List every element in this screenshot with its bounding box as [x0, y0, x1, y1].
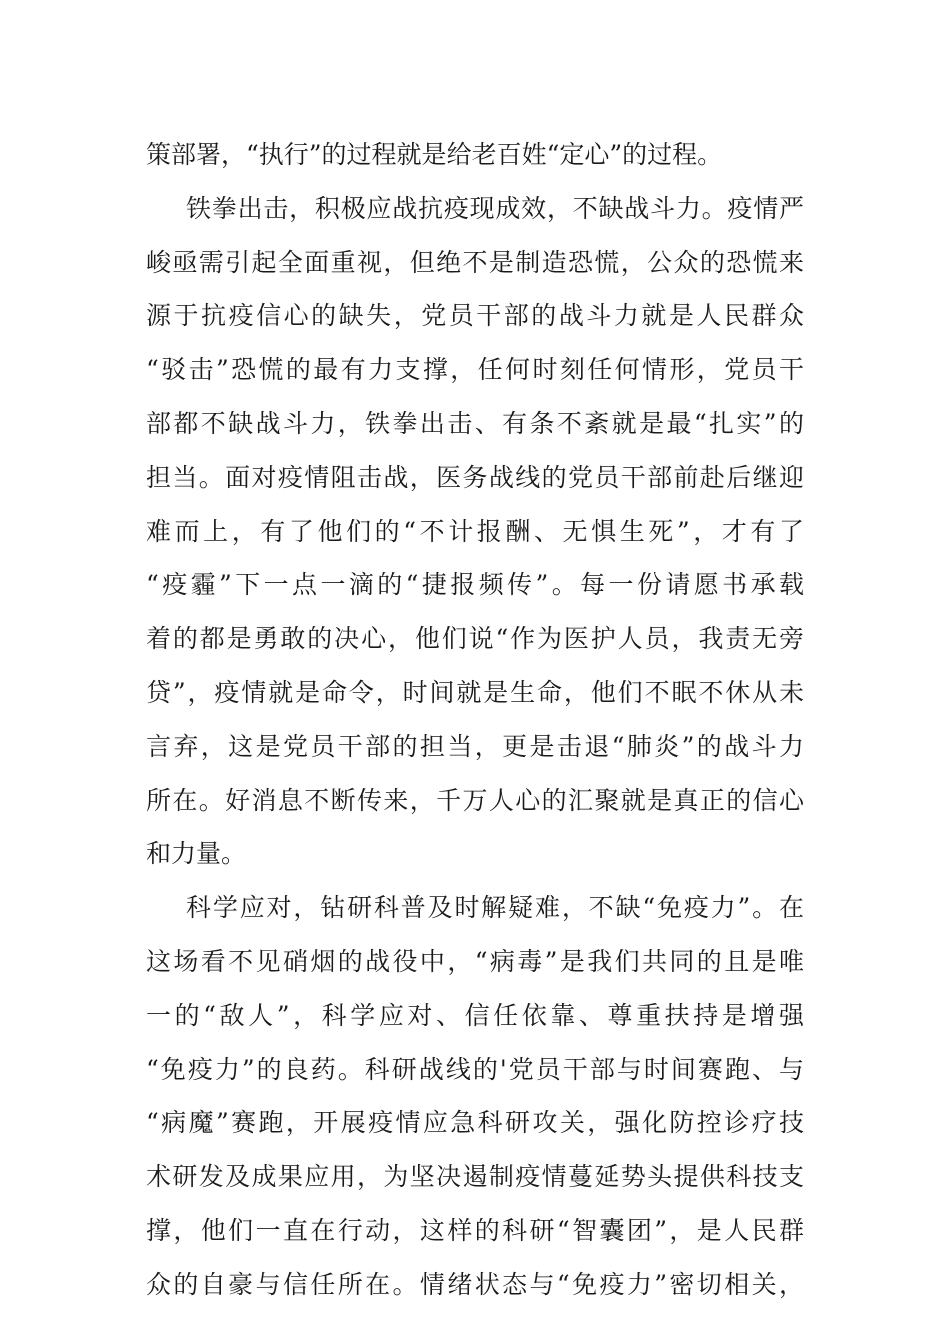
text-line: 撑，他们一直在行动，这样的科研“智囊团”，是人民群 — [146, 1215, 804, 1245]
text-line: 言弃，这是党员干部的担当，更是击退“肺炎”的战斗力 — [146, 731, 804, 761]
body-text — [146, 128, 804, 1312]
text-line: 难而上，有了他们的“不计报酬、无惧生死”，才有了 — [146, 516, 804, 546]
text-line: “疫霾”下一点一滴的“捷报频传”。每一份请愿书承载 — [146, 570, 804, 600]
text-line: 术研发及成果应用，为坚决遏制疫情蔓延势头提供科技支 — [146, 1162, 804, 1192]
text-line: 源于抗疫信心的缺失，党员干部的战斗力就是人民群众 — [146, 301, 804, 331]
text-line: 所在。好消息不断传来，千万人心的汇聚就是真正的信心 — [146, 785, 804, 815]
paragraph-last-line: 和力量。 — [146, 839, 247, 869]
text-line: 部都不缺战斗力，铁拳出击、有条不紊就是最“扎实”的 — [146, 408, 804, 438]
text-line: “病魔”赛跑，开展疫情应急科研攻关，强化防控诊疗技 — [146, 1108, 804, 1138]
text-line: “免疫力”的良药。科研战线的'党员干部与时间赛跑、与 — [146, 1054, 804, 1084]
paragraph-first-line: 铁拳出击，积极应战抗疫现成效，不缺战斗力。疫情严 — [186, 193, 804, 223]
paragraph-first-line: 科学应对，钻研科普及时解疑难，不缺“免疫力”。在 — [186, 893, 804, 923]
text-line: 一的“敌人”，科学应对、信任依靠、尊重扶持是增强 — [146, 1000, 804, 1030]
text-line: “驳击”恐慌的最有力支撑，任何时刻任何情形，党员干 — [146, 355, 804, 385]
text-line: 众的自豪与信任所在。情绪状态与“免疫力”密切相关， — [146, 1269, 804, 1299]
text-line: 贷”，疫情就是命令，时间就是生命，他们不眠不休从未 — [146, 677, 804, 707]
text-line: 担当。面对疫情阻击战，医务战线的党员干部前赴后继迎 — [146, 462, 804, 492]
text-line: 峻亟需引起全面重视，但绝不是制造恐慌，公众的恐慌来 — [146, 247, 804, 277]
text-line: 策部署，“执行”的过程就是给老百姓“定心”的过程。 — [146, 140, 723, 169]
text-line: 这场看不见硝烟的战役中，“病毒”是我们共同的且是唯 — [146, 946, 804, 976]
text-line: 着的都是勇敢的决心，他们说“作为医护人员，我责无旁 — [146, 624, 804, 654]
